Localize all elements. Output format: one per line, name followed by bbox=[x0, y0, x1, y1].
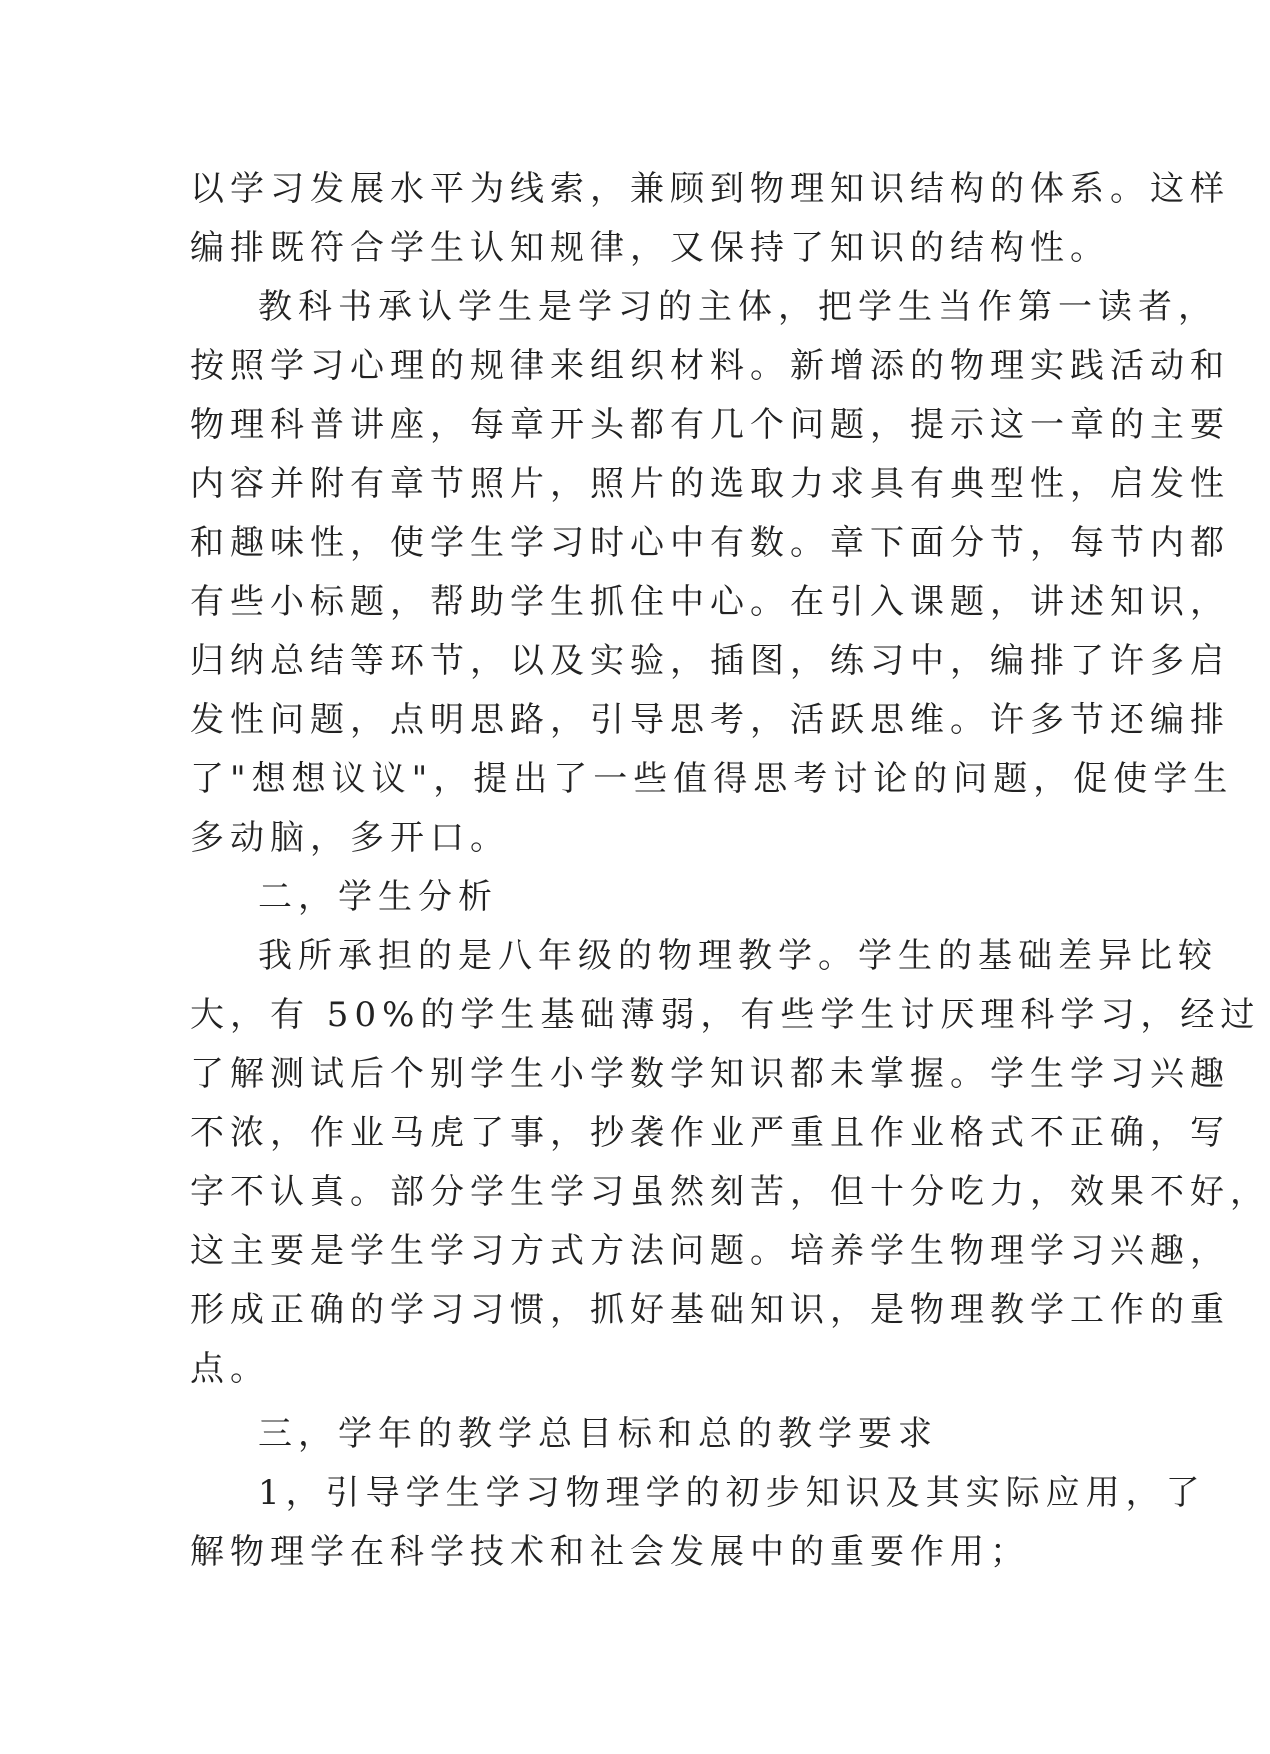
text-line: 不浓，作业马虎了事，抄袭作业严重且作业格式不正确，写 bbox=[190, 1113, 1230, 1153]
text-line: 内容并附有章节照片，照片的选取力求具有典型性，启发性 bbox=[190, 464, 1230, 504]
text-line: 编排既符合学生认知规律，又保持了知识的结构性。 bbox=[190, 228, 1110, 268]
text-line: 物理科普讲座，每章开头都有几个问题，提示这一章的主要 bbox=[190, 405, 1230, 445]
text-line: 按照学习心理的规律来组织材料。新增添的物理实践活动和 bbox=[190, 346, 1230, 386]
text-line: 形成正确的学习习惯，抓好基础知识，是物理教学工作的重 bbox=[190, 1290, 1230, 1330]
text-line: 和趣味性，使学生学习时心中有数。章下面分节，每节内都 bbox=[190, 523, 1230, 563]
paragraph-start-line: 1，引导学生学习物理学的初步知识及其实际应用，了 bbox=[258, 1473, 1206, 1513]
text-line: 有些小标题，帮助学生抓住中心。在引入课题，讲述知识， bbox=[190, 582, 1230, 622]
text-line: 解物理学在科学技术和社会发展中的重要作用； bbox=[190, 1532, 1030, 1572]
document-body bbox=[190, 160, 1270, 1582]
text-line: 字不认真。部分学生学习虽然刻苦，但十分吃力，效果不好， bbox=[190, 1172, 1270, 1212]
text-line: 这主要是学生学习方式方法问题。培养学生物理学习兴趣， bbox=[190, 1231, 1230, 1271]
text-line: 大，有 50%的学生基础薄弱，有些学生讨厌理科学习，经过 bbox=[190, 995, 1261, 1035]
text-line: 多动脑，多开口。 bbox=[190, 818, 510, 858]
paragraph-start-line: 教科书承认学生是学习的主体，把学生当作第一读者， bbox=[258, 287, 1218, 327]
text-line: 以学习发展水平为线索，兼顾到物理知识结构的体系。这样 bbox=[190, 169, 1230, 209]
paragraph-start-line: 我所承担的是八年级的物理教学。学生的基础差异比较 bbox=[258, 936, 1218, 976]
text-line: 点。 bbox=[190, 1349, 270, 1389]
text-line: 了解测试后个别学生小学数学知识都未掌握。学生学习兴趣 bbox=[190, 1054, 1230, 1094]
text-line: 发性问题，点明思路，引导思考，活跃思维。许多节还编排 bbox=[190, 700, 1230, 740]
section-heading-student-analysis: 二，学生分析 bbox=[258, 877, 498, 917]
text-line: 了"想想议议"，提出了一些值得思考讨论的问题，促使学生 bbox=[190, 759, 1234, 799]
section-heading-teaching-goals: 三，学年的教学总目标和总的教学要求 bbox=[258, 1414, 938, 1454]
text-line: 归纳总结等环节，以及实验，插图，练习中，编排了许多启 bbox=[190, 641, 1230, 681]
